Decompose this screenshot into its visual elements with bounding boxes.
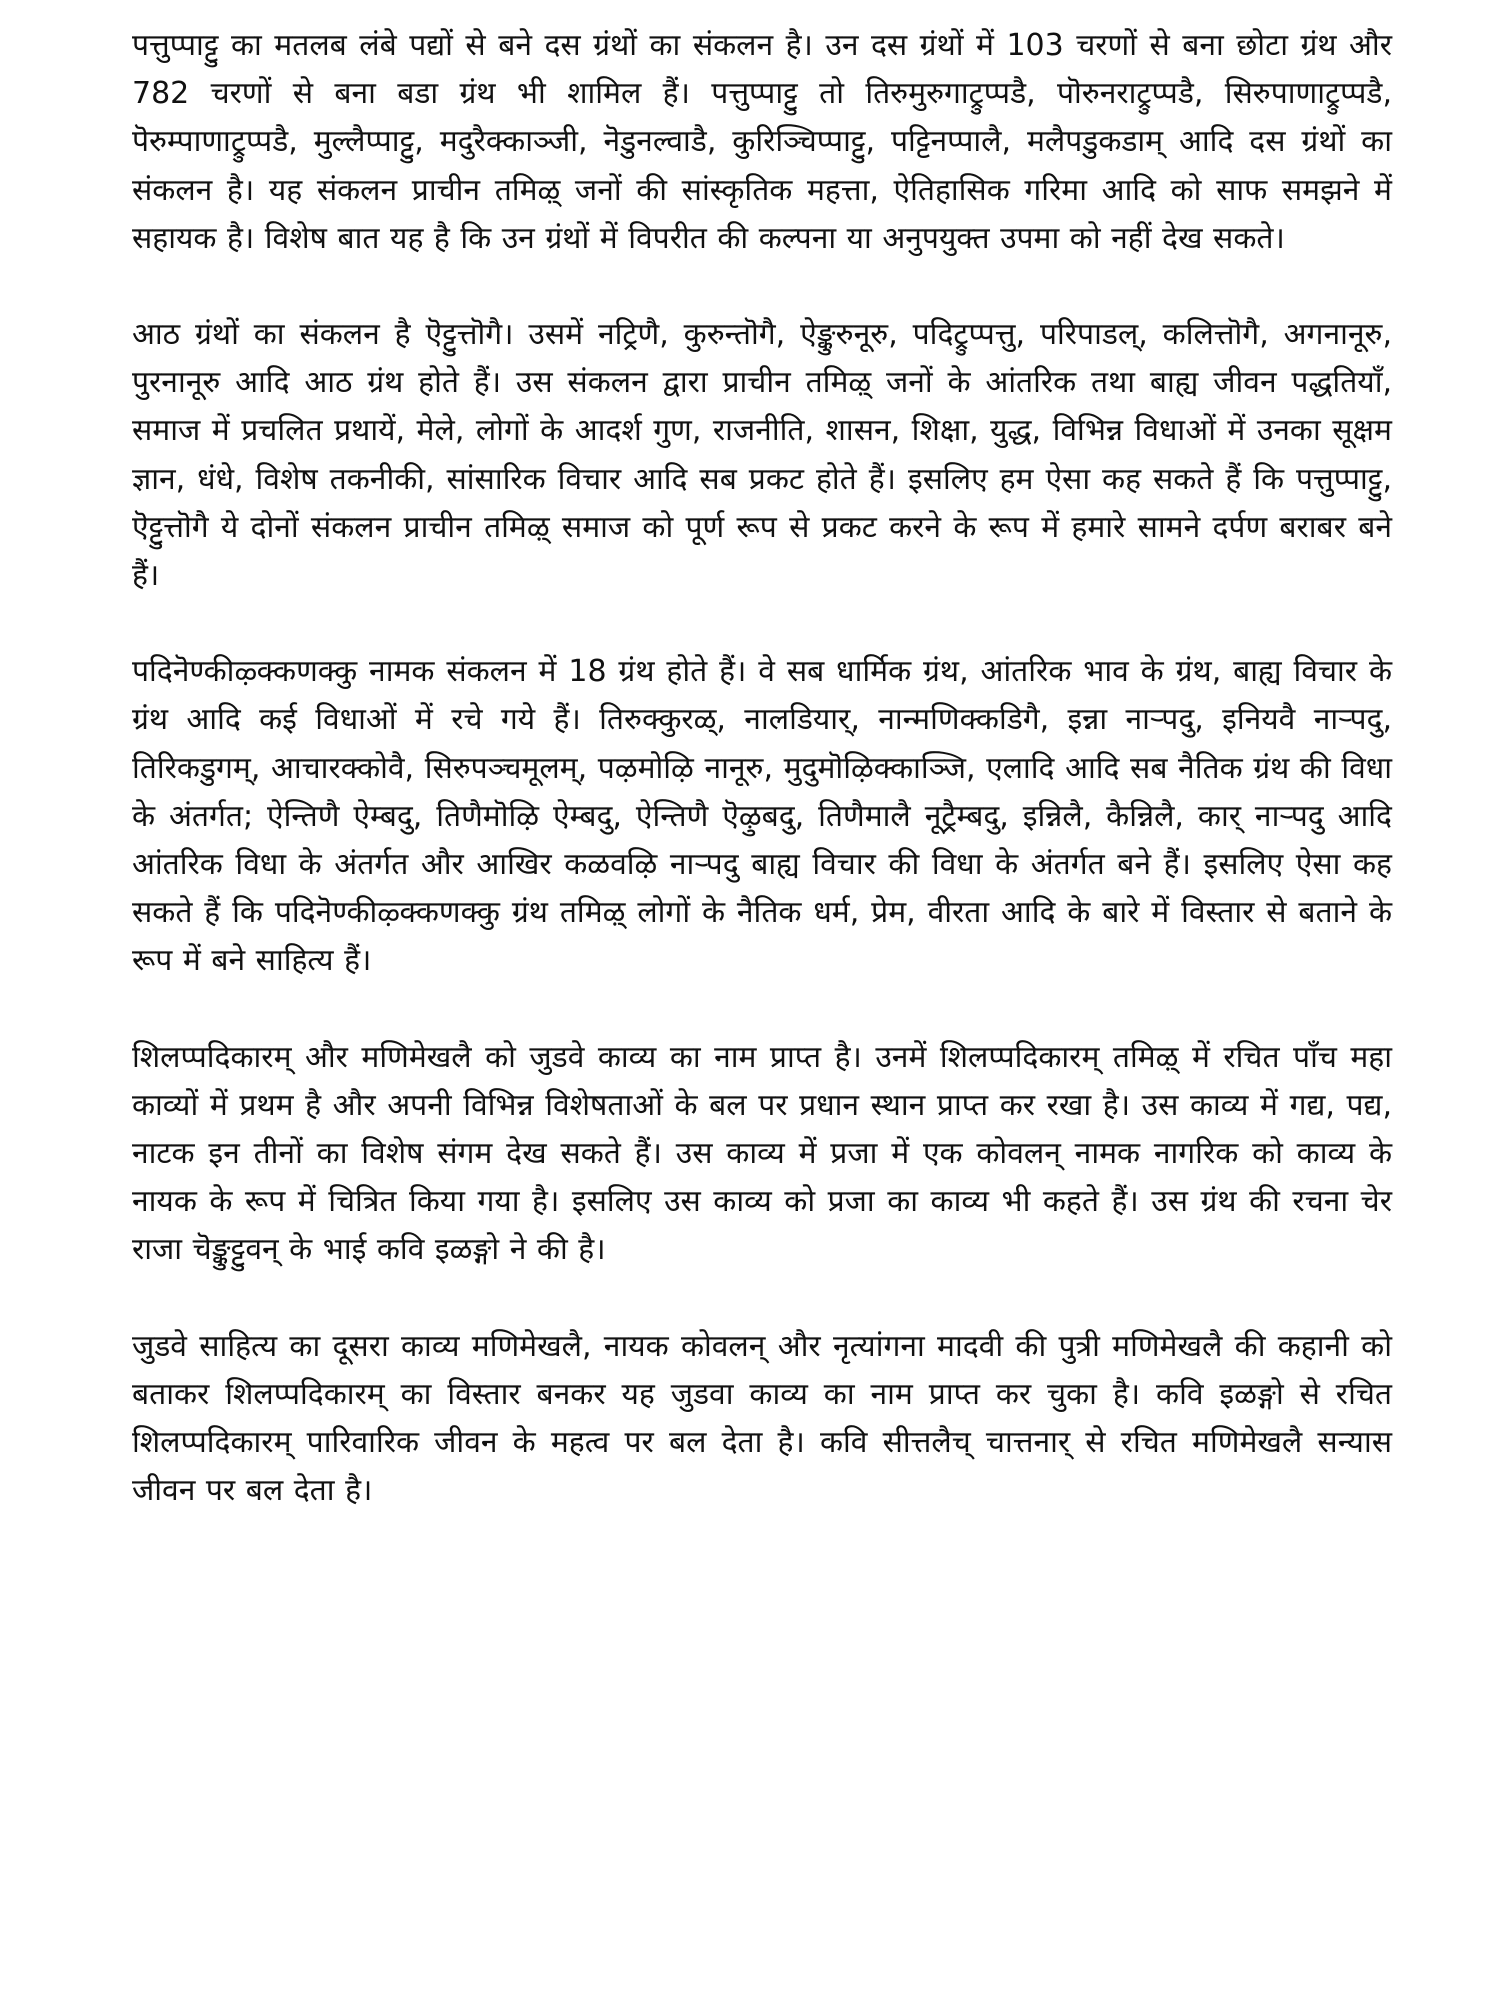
paragraph-manimekalai: जुडवे साहित्य का दूसरा काव्य मणिमेखलै, नायक कोवलन् और नृत्यांगना मादवी की पुत्री मणिमेखलै की कहानी को बताकर शिलप्पदिकारम् का विस्तार बनकर यह जुडवा काव्य का नाम प्राप्त कर चुका है। कवि इळङ्गो से रचित शिलप्पदिकारम् पारिवारिक जीवन के महत्व पर बल देता है। कवि सीत्तलैच् चात्तनार् से रचित मणिमेखलै सन्यास जीवन पर बल देता है। <box>132 1328 1392 1509</box>
document-page <box>132 22 1392 1515</box>
paragraph-silappadikaram: शिलप्पदिकारम् और मणिमेखलै को जुडवे काव्य का नाम प्राप्त है। उनमें शिलप्पदिकारम् तमिऴ् में रचित पाँच महा काव्यों में प्रथम है और अपनी विभिन्न विशेषताओं के बल पर प्रधान स्थान प्राप्त कर रखा है। उस काव्य में गद्य, पद्य, नाटक इन तीनों का विशेष संगम देख सकते हैं। उस काव्य में प्रजा में एक कोवलन् नामक नागरिक को काव्य के नायक के रूप में चित्रित किया गया है। इसलिए उस काव्य को प्रजा का काव्य भी कहते हैं। उस ग्रंथ की रचना चेर राजा चॆङ्कुट्टुवन् के भाई कवि इळङ्गो ने की है। <box>132 1039 1392 1268</box>
paragraph-padinenkilkanakku: पदिनॆण्कीऴ्क्कणक्कु नामक संकलन में 18 ग्रंथ होते हैं। वे सब धार्मिक ग्रंथ, आंतरिक भाव के ग्रंथ, बाह्य विचार के ग्रंथ आदि कई विधाओं में रचे गये हैं। तिरुक्कुरळ्, नालडियार्, नान्मणिक्कडिगै, इन्ना नाऱ्पदु, इनियवै नाऱ्पदु, तिरिकडुगम्, आचारक्कोवै, सिरुपञ्चमूलम्, पऴमोऴि नानूरु, मुदुमॊऴिक्काञ्जि, एलादि आदि सब नैतिक ग्रंथ की विधा के अंतर्गत; ऐन्तिणै ऐम्बदु, तिणैमॊऴि ऐम्बदु, ऐन्तिणै ऎऴुबदु, तिणैमालै नूट्रैम्बदु, इन्निलै, कैन्निलै, कार् नाऱ्पदु आदि आंतरिक विधा के अंतर्गत और आखिर कळवऴि नाऱ्पदु बाह्य विचार की विधा के अंतर्गत बने हैं। इसलिए ऐसा कह सकते हैं कि पदिनॆण्कीऴ्क्कणक्कु ग्रंथ तमिऴ् लोगों के नैतिक धर्म, प्रेम, वीरता आदि के बारे में विस्तार से बताने के रूप में बने साहित्य हैं। <box>132 654 1392 979</box>
paragraph-pattuppattu: पत्तुप्पाट्टु का मतलब लंबे पद्यों से बने दस ग्रंथों का संकलन है। उन दस ग्रंथों में 103 चरणों से बना छोटा ग्रंथ और 782 चरणों से बना बडा ग्रंथ भी शामिल हैं। पत्तुप्पाट्टु तो तिरुमुरुगाट्रुप्पडै, पॊरुनराट्रुप्पडै, सिरुपाणाट्रुप्पडै, पॆरुम्पाणाट्रुप्पडै, मुल्लैप्पाट्टु, मदुरैक्काञ्जी, नॆडुनल्वाडै, कुरिञ्चिप्पाट्टु, पट्टिनप्पालै, मलैपडुकडाम् आदि दस ग्रंथों का संकलन है। यह संकलन प्राचीन तमिऴ् जनों की सांस्कृतिक महत्ता, ऐतिहासिक गरिमा आदि को साफ समझने में सहायक है। विशेष बात यह है कि उन ग्रंथों में विपरीत की कल्पना या अनुपयुक्त उपमा को नहीं देख सकते। <box>132 28 1392 256</box>
paragraph-ettuttogai: आठ ग्रंथों का संकलन है ऎट्टुत्तॊगै। उसमें नट्रिणै, कुरुन्तॊगै, ऐङ्कुरुनूरु, पदिट्रुप्पत्तु, परिपाडल्, कलित्तॊगै, अगनानूरु, पुरनानूरु आदि आठ ग्रंथ होते हैं। उस संकलन द्वारा प्राचीन तमिऴ् जनों के आंतरिक तथा बाह्य जीवन पद्धतियाँ, समाज में प्रचलित प्रथायें, मेले, लोगों के आदर्श गुण, राजनीति, शासन, शिक्षा, युद्ध, विभिन्न विधाओं में उनका सूक्षम ज्ञान, धंधे, विशेष तकनीकी, सांसारिक विचार आदि सब प्रकट होते हैं। इसलिए हम ऐसा कह सकते हैं कि पत्तुप्पाट्टु, ऎट्टुत्तॊगै ये दोनों संकलन प्राचीन तमिऴ् समाज को पूर्ण रूप से प्रकट करने के रूप में हमारे सामने दर्पण बराबर बने हैं। <box>132 317 1392 594</box>
